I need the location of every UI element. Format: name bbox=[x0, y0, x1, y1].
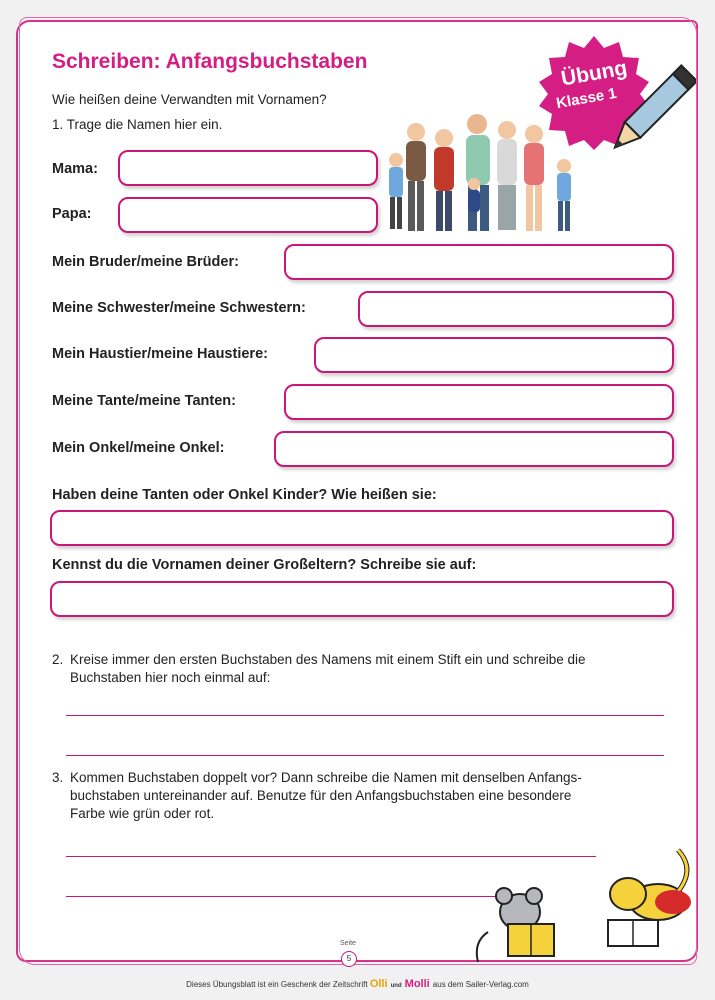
task2-line2: Buchstaben hier noch einmal auf: bbox=[70, 670, 271, 685]
label-onkel: Mein Onkel/meine Onkel: bbox=[52, 440, 225, 456]
page-title: Schreiben: Anfangsbuchstaben bbox=[52, 50, 368, 73]
pencil-icon bbox=[596, 60, 696, 170]
olli-molli-mascots-icon bbox=[468, 842, 700, 970]
task3-line1: Kommen Buchstaben doppelt vor? Dann schreibe die Namen mit denselben Anfangs- bbox=[70, 770, 582, 785]
footer-text-before: Dieses Übungsblatt ist ein Geschenk der Zeitschrift bbox=[186, 980, 368, 989]
haustier-field[interactable] bbox=[314, 337, 674, 373]
question-kinder: Haben deine Tanten oder Onkel Kinder? Wie heißen sie: bbox=[52, 487, 437, 503]
badge-line2: Klasse 1 bbox=[554, 84, 618, 113]
logo-molli: Molli bbox=[404, 978, 430, 990]
logo-olli: Olli bbox=[369, 978, 388, 990]
question-grosseltern: Kennst du die Vornamen deiner Großeltern? Schreibe sie auf: bbox=[52, 557, 477, 573]
label-schwester: Meine Schwester/meine Schwestern: bbox=[52, 300, 306, 316]
task3-line2: buchstaben untereinander auf. Benutze für den Anfangsbuchstaben eine besondere bbox=[70, 788, 572, 803]
task3-line3: Farbe wie grün oder rot. bbox=[70, 806, 215, 821]
intro-text: Wie heißen deine Verwandten mit Vornamen? bbox=[52, 92, 327, 107]
label-haustier: Mein Haustier/meine Haustiere: bbox=[52, 346, 268, 362]
label-tante: Meine Tante/meine Tanten: bbox=[52, 393, 236, 409]
task2-number: 2. bbox=[52, 652, 64, 667]
label-papa: Papa: bbox=[52, 206, 92, 222]
writing-line[interactable] bbox=[66, 755, 664, 756]
badge-line1: Übung bbox=[559, 56, 629, 91]
olli-molli-logo bbox=[370, 978, 433, 990]
schwester-field[interactable] bbox=[358, 291, 674, 327]
kinder-field[interactable] bbox=[50, 510, 674, 546]
task1-text: 1. Trage die Namen hier ein. bbox=[52, 117, 223, 132]
footer bbox=[0, 978, 715, 990]
mama-field[interactable] bbox=[118, 150, 378, 186]
onkel-field[interactable] bbox=[274, 431, 674, 467]
papa-field[interactable] bbox=[118, 197, 378, 233]
page-label: Seite bbox=[340, 940, 356, 947]
logo-und: und bbox=[390, 983, 402, 989]
writing-line[interactable] bbox=[66, 896, 496, 897]
label-bruder: Mein Bruder/meine Brüder: bbox=[52, 254, 239, 270]
family-illustration-icon bbox=[382, 108, 582, 240]
page-number: 5 bbox=[341, 951, 357, 967]
label-mama: Mama: bbox=[52, 161, 98, 177]
tante-field[interactable] bbox=[284, 384, 674, 420]
grosseltern-field[interactable] bbox=[50, 581, 674, 617]
writing-line[interactable] bbox=[66, 715, 664, 716]
footer-text-after: aus dem Sailer-Verlag.com bbox=[432, 980, 529, 989]
bruder-field[interactable] bbox=[284, 244, 674, 280]
task2-line1: Kreise immer den ersten Buchstaben des Namens mit einem Stift ein und schreibe die bbox=[70, 652, 586, 667]
task3-number: 3. bbox=[52, 770, 64, 785]
